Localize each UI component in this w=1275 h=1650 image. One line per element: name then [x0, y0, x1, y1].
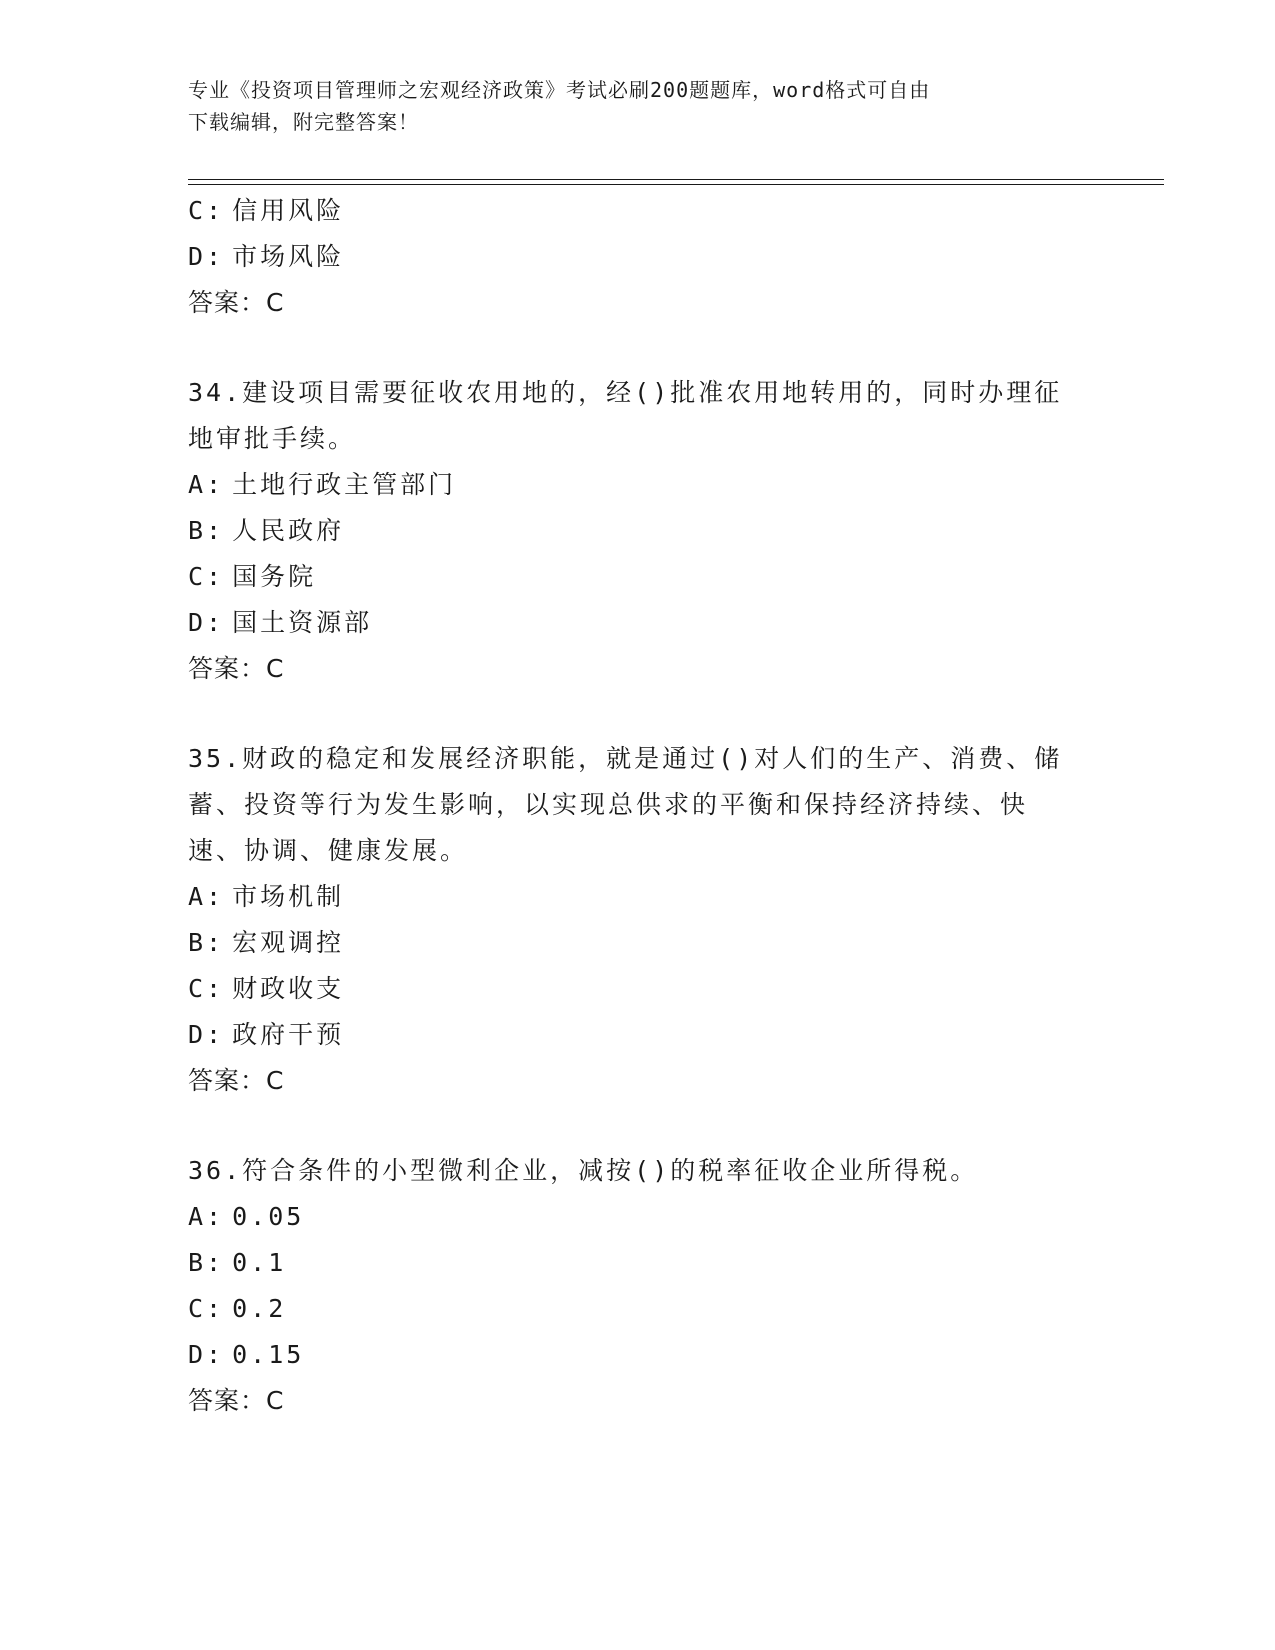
question-text-line-2: 蓄、投资等行为发生影响，以实现总供求的平衡和保持经济持续、快	[188, 790, 1029, 819]
question-34	[188, 370, 1088, 692]
question-text-line-2: 地审批手续。	[188, 424, 357, 453]
option-d: D: 0.15	[188, 1340, 305, 1369]
question-text-line-1: 36.符合条件的小型微利企业，减按()的税率征收企业所得税。	[188, 1156, 979, 1185]
option-c: C: 信用风险	[188, 196, 345, 225]
document-header	[188, 74, 1088, 138]
question-list	[188, 188, 1088, 1424]
option-a: A: 0.05	[188, 1202, 305, 1231]
option-d: D: 国土资源部	[188, 608, 373, 637]
option-d: D: 政府干预	[188, 1020, 345, 1049]
question-36	[188, 1148, 1088, 1424]
answer-line: 答案：C	[188, 1066, 285, 1095]
header-line-2: 下载编辑，附完整答案！	[188, 110, 419, 134]
question-35	[188, 736, 1088, 1104]
question-text-line-1: 34.建设项目需要征收农用地的，经()批准农用地转用的，同时办理征	[188, 378, 1063, 407]
question-text-line-1: 35.财政的稳定和发展经济职能，就是通过()对人们的生产、消费、储	[188, 744, 1063, 773]
option-c: C: 0.2	[188, 1294, 287, 1323]
prev-question-block	[188, 188, 1088, 326]
header-divider-top	[188, 179, 1164, 180]
option-c: C: 财政收支	[188, 974, 345, 1003]
option-a: A: 市场机制	[188, 882, 345, 911]
option-c: C: 国务院	[188, 562, 317, 591]
answer-line: 答案：C	[188, 654, 285, 683]
answer-line: 答案：C	[188, 288, 285, 317]
option-b: B: 人民政府	[188, 516, 345, 545]
option-a: A: 土地行政主管部门	[188, 470, 457, 499]
answer-line: 答案：C	[188, 1386, 285, 1415]
question-text-line-3: 速、协调、健康发展。	[188, 836, 469, 865]
option-b: B: 0.1	[188, 1248, 287, 1277]
header-divider-bottom	[188, 184, 1164, 185]
option-d: D: 市场风险	[188, 242, 345, 271]
header-line-1: 专业《投资项目管理师之宏观经济政策》考试必刷200题题库，word格式可自由	[188, 78, 931, 102]
option-b: B: 宏观调控	[188, 928, 345, 957]
